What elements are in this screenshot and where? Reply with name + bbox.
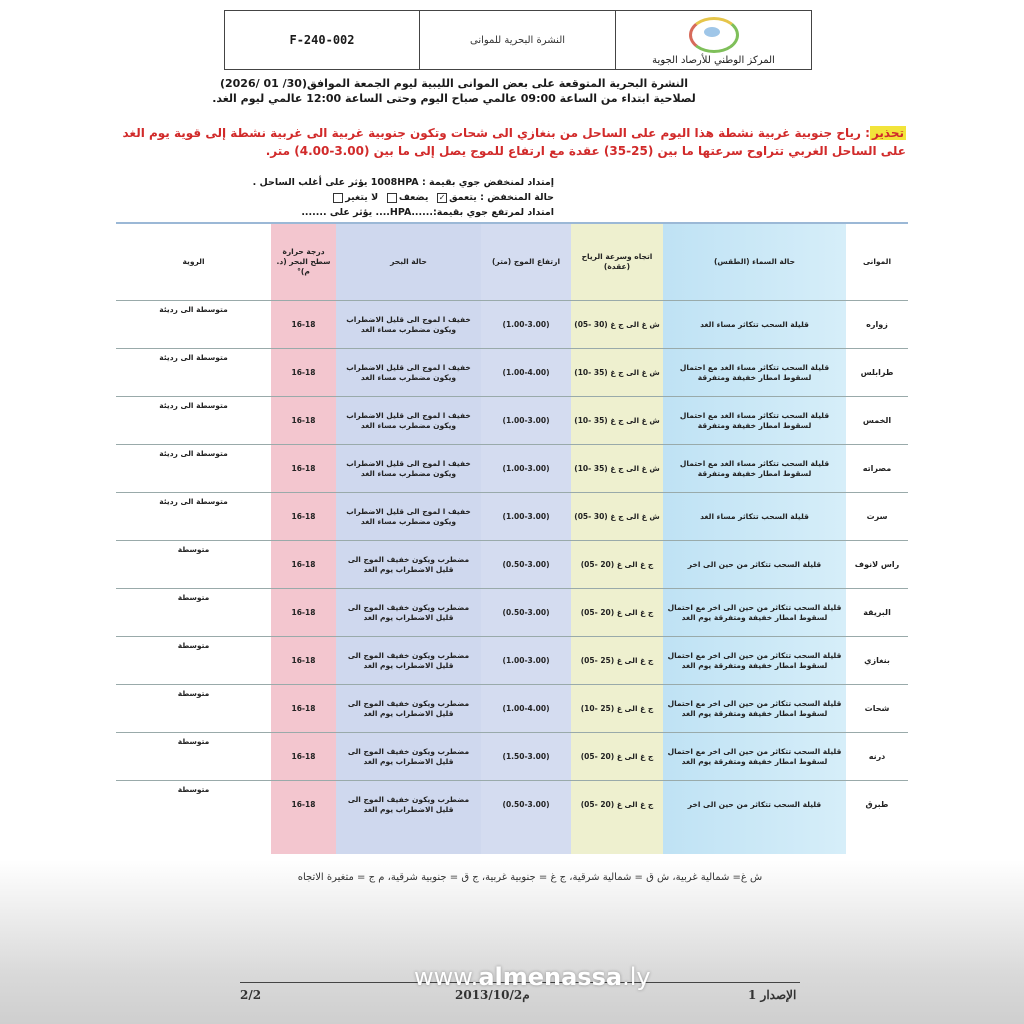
- org-block: [615, 11, 811, 69]
- page-number: 2/2: [240, 988, 262, 1002]
- low-state-line: [154, 190, 554, 205]
- deepening-checkbox[interactable]: ✓: [438, 192, 446, 202]
- cell-temp: 16-18: [291, 800, 316, 809]
- table-row: [116, 348, 908, 397]
- cell-sea: خفيف ا لموج الى قليل الاضطراب ويكون مضطرب مساء الغد: [346, 459, 471, 478]
- site-watermark: [414, 963, 651, 991]
- cell-vis: متوسطة: [177, 689, 210, 698]
- cell-port: الخمس: [862, 416, 892, 425]
- cell-wave: (0.50-3.00): [502, 560, 550, 569]
- no-change-label: لا يتغير: [345, 192, 379, 203]
- issue-number: الإصدار 1: [748, 988, 797, 1002]
- cell-vis: متوسطة: [177, 737, 210, 746]
- header-sea: حالة البحر: [390, 257, 427, 266]
- state-label: حالة المنخفض :: [480, 192, 554, 203]
- watermark-brand: almenassa: [478, 963, 623, 991]
- meteorology-logo-icon: [689, 17, 739, 53]
- cell-wave: (1.00-3.00): [502, 320, 550, 329]
- document-header: [224, 10, 812, 70]
- forecast-table: [116, 222, 908, 854]
- cell-sea: مضطرب ويكون خفيف الموج الى قليل الاضطراب يوم الغد: [347, 555, 470, 574]
- header-vis: الروية: [182, 257, 205, 266]
- header-temp: درجة حرارة سطح البحر (د. م)°: [276, 247, 331, 276]
- cell-sea: خفيف ا لموج الى قليل الاضطراب ويكون مضطرب مساء الغد: [346, 411, 471, 430]
- cell-sky: قليلة السحب تتكاثر مساء الغد: [700, 320, 809, 329]
- cell-sky: قليلة السحب تتكاثر من حين الى اخر مع احتمال لسقوط امطار خفيفة ومتفرقة يوم الغد: [667, 603, 842, 622]
- cell-port: زواره: [866, 320, 888, 329]
- cell-wind: ش غ الى ج غ (35 -10): [574, 416, 660, 425]
- cell-port: البريقة: [863, 608, 891, 617]
- cell-vis: متوسطة الى رديئة: [159, 305, 228, 314]
- cell-sky: قليلة السحب تتكاثر من حين الى اخر: [687, 800, 822, 809]
- table-row: [116, 732, 908, 781]
- cell-wave: (1.00-3.00): [502, 416, 550, 425]
- title-line-1: النشرة البحرية المتوقعة على بعض الموانى الليبية ليوم الجمعة الموافق(30/ 01 /2026): [219, 77, 689, 90]
- cell-wave: (1.00-4.00): [502, 368, 550, 377]
- cell-port: طرابلس: [860, 368, 894, 377]
- cell-vis: متوسطة: [177, 545, 210, 554]
- cell-temp: 16-18: [291, 608, 316, 617]
- cell-vis: متوسطة الى رديئة: [159, 353, 228, 362]
- cell-sea: خفيف ا لموج الى قليل الاضطراب ويكون مضطرب مساء الغد: [346, 315, 471, 334]
- table-row: [116, 588, 908, 637]
- table-row: [116, 780, 908, 829]
- cell-sea: خفيف ا لموج الى قليل الاضطراب ويكون مضطرب مساء الغد: [346, 507, 471, 526]
- watermark-suffix: .ly: [622, 963, 651, 991]
- cell-vis: متوسطة الى رديئة: [159, 497, 228, 506]
- cell-temp: 16-18: [291, 464, 316, 473]
- cell-wave: (1.00-3.00): [502, 512, 550, 521]
- cell-sky: قليلة السحب تتكاثر من حين الى اخر مع احتمال لسقوط امطار خفيفة ومتفرقة يوم الغد: [667, 651, 842, 670]
- cell-port: شحات: [864, 704, 890, 713]
- cell-wind: ج غ الى غ (20 -05): [580, 560, 654, 569]
- cell-temp: 16-18: [291, 320, 316, 329]
- cell-wind: ش غ الى ج غ (35 -10): [574, 368, 660, 377]
- cell-temp: 16-18: [291, 704, 316, 713]
- cell-wind: ج غ الى غ (25 -10): [580, 704, 654, 713]
- cell-wave: (1.50-3.00): [502, 752, 550, 761]
- cell-wind: ج غ الى غ (25 -05): [580, 656, 654, 665]
- cell-vis: متوسطة: [177, 641, 210, 650]
- cell-temp: 16-18: [291, 752, 316, 761]
- bulletin-title: [174, 76, 734, 106]
- cell-sea: مضطرب ويكون خفيف الموج الى قليل الاضطراب يوم الغد: [347, 747, 470, 766]
- cell-sky: قليلة السحب تتكاثر من حين الى اخر مع احتمال لسقوط امطار خفيفة ومتفرقة يوم الغد: [667, 747, 842, 766]
- cell-sea: مضطرب ويكون خفيف الموج الى قليل الاضطراب يوم الغد: [347, 699, 470, 718]
- table-row: [116, 492, 908, 541]
- cell-sky: قليلة السحب تتكاثر مساء الغد: [700, 512, 809, 521]
- weakening-label: يضعف: [398, 192, 429, 203]
- warning-text: : رياح جنوبية غربية نشطة هذا اليوم على الساحل من بنغازي الى شحات وتكون جنوبية غربية الى غربية نشطة إلى قوية يوم الغد على الساحل الغربي تتراوح سرعتها ما بين (25-35) عقدة مع ارتفاع للموج يصل إلى ما بين (3.00-4.00) متر.: [122, 126, 906, 158]
- low-pressure-line: إمتداد لمنخفض جوي بقيمة : 1008HPA يؤثر على أغلب الساحل .: [252, 177, 554, 188]
- cell-vis: متوسطة: [177, 785, 210, 794]
- cell-sky: قليلة السحب تتكاثر مساء الغد مع احتمال لسقوط امطار خفيفة ومتفرقة: [679, 411, 830, 430]
- cell-temp: 16-18: [291, 656, 316, 665]
- table-header-row: [116, 224, 908, 300]
- cell-wave: (1.00-3.00): [502, 656, 550, 665]
- table-row: [116, 684, 908, 733]
- header-wind: اتجاه وسرعة الرياح (عقدة): [581, 252, 653, 271]
- no-change-checkbox[interactable]: [333, 193, 343, 203]
- cell-wind: ش غ الى ج غ (30 -05): [574, 320, 660, 329]
- cell-wind: ش غ الى ج غ (30 -05): [574, 512, 660, 521]
- cell-wave: (1.00-3.00): [502, 464, 550, 473]
- cell-wave: (0.50-3.00): [502, 608, 550, 617]
- cell-temp: 16-18: [291, 560, 316, 569]
- cell-port: سرت: [866, 512, 888, 521]
- cell-port: بنغازي: [864, 656, 890, 665]
- table-row: [116, 540, 908, 589]
- header-port: الموانى: [862, 257, 892, 266]
- table-row: [116, 300, 908, 349]
- header-wave: ارتفاع الموج (متر): [492, 257, 561, 266]
- title-line-2: لصلاحية ابتداء من الساعة 09:00 عالمي صباح اليوم وحتى الساعة 12:00 عالمي ليوم الغد.: [212, 92, 696, 105]
- cell-wind: ج غ الى غ (20 -05): [580, 800, 654, 809]
- cell-temp: 16-18: [291, 368, 316, 377]
- cell-sky: قليلة السحب تتكاثر من حين الى اخر مع احتمال لسقوط امطار خفيفة ومتفرقة يوم الغد: [667, 699, 842, 718]
- cell-wind: ج غ الى غ (20 -05): [580, 752, 654, 761]
- cell-temp: 16-18: [291, 416, 316, 425]
- cell-vis: متوسطة: [177, 593, 210, 602]
- cell-sky: قليلة السحب تتكاثر مساء الغد مع احتمال لسقوط امطار خفيفة ومتفرقة: [679, 459, 830, 478]
- cell-sea: مضطرب ويكون خفيف الموج الى قليل الاضطراب يوم الغد: [347, 795, 470, 814]
- high-pressure-line: امتداد لمرتفع جوي بقيمة:......HPA.... يؤثر على .......: [301, 207, 554, 218]
- form-code: F-240-002: [289, 33, 355, 47]
- pressure-info: [154, 175, 554, 220]
- watermark-prefix: www.: [414, 963, 479, 991]
- cell-port: راس لانوف: [854, 560, 900, 569]
- cell-wave: (0.50-3.00): [502, 800, 550, 809]
- table-row: [116, 396, 908, 445]
- cell-sea: مضطرب ويكون خفيف الموج الى قليل الاضطراب يوم الغد: [347, 603, 470, 622]
- weakening-checkbox[interactable]: [387, 193, 397, 203]
- cell-sky: قليلة السحب تتكاثر مساء الغد مع احتمال لسقوط امطار خفيفة ومتفرقة: [679, 363, 830, 382]
- org-name: المركز الوطني للأرصاد الجوية: [652, 54, 775, 66]
- cell-wave: (1.00-4.00): [502, 704, 550, 713]
- cell-sky: قليلة السحب تتكاثر من حين الى اخر: [687, 560, 822, 569]
- warning-block: [116, 124, 906, 160]
- issue-date: 2013/10/2م: [455, 988, 530, 1002]
- cell-port: مصراته: [862, 464, 892, 473]
- table-row: [116, 444, 908, 493]
- table-row: [116, 636, 908, 685]
- doc-name: النشرة البحرية للموانى: [419, 11, 615, 69]
- header-sky: حالة السماء (الطقس): [713, 257, 796, 266]
- cell-vis: متوسطة الى رديئة: [159, 401, 228, 410]
- cell-vis: متوسطة الى رديئة: [159, 449, 228, 458]
- warning-tag: تحذير: [871, 126, 904, 140]
- cell-wind: ج غ الى غ (20 -05): [580, 608, 654, 617]
- cell-port: درنه: [868, 752, 886, 761]
- cell-sea: خفيف ا لموج الى قليل الاضطراب ويكون مضطرب مساء الغد: [346, 363, 471, 382]
- cell-temp: 16-18: [291, 512, 316, 521]
- cell-sea: مضطرب ويكون خفيف الموج الى قليل الاضطراب يوم الغد: [347, 651, 470, 670]
- cell-wind: ش غ الى ج غ (35 -10): [574, 464, 660, 473]
- abbreviation-footnote: ش غ= شمالية غربية، ش ق = شمالية شرقية، ج غ = جنوبية غربية، ج ق = جنوبية شرقية، م ج = متغيرة الاتجاه: [297, 872, 763, 883]
- cell-port: طبرق: [865, 800, 889, 809]
- deepening-label: يتعمق: [449, 192, 477, 203]
